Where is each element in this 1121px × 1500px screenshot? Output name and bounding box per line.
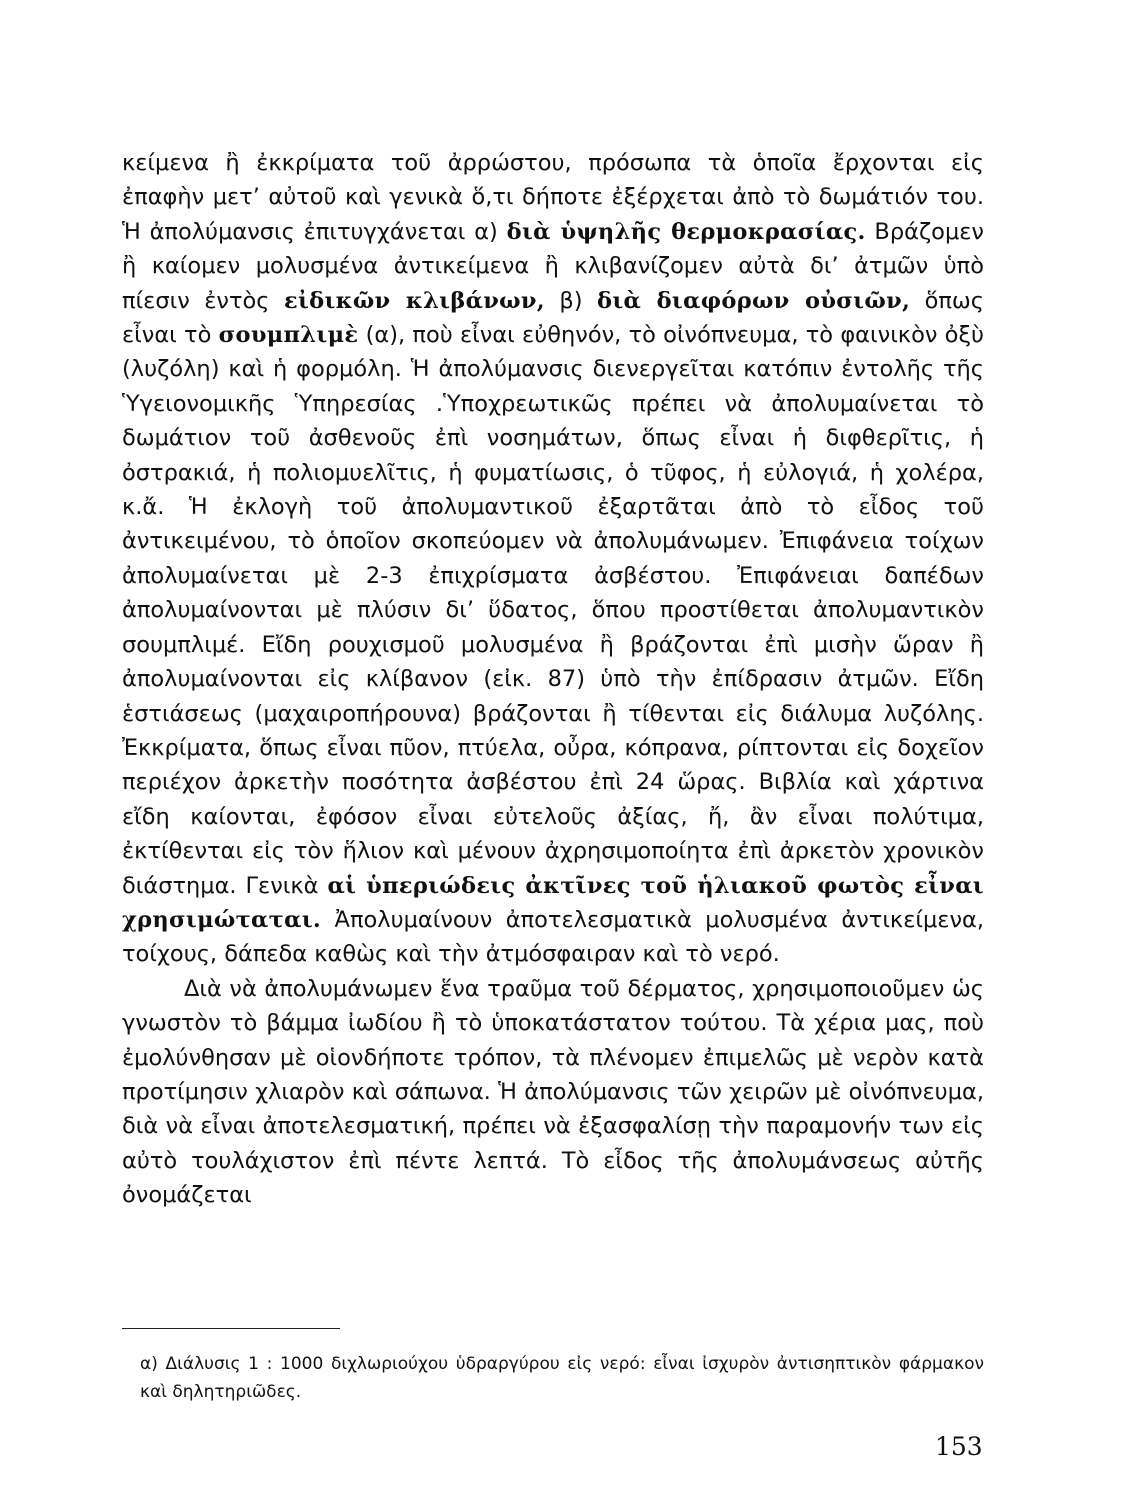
- bold-phrase-ultraviolet-rays: αἱ ὑπεριώδεις ἀκτῖνες τοῦ ἡλιακοῦ φωτὸς εἶναι χρησιμώταται.: [122, 872, 984, 933]
- text-segment: Διὰ νὰ ἀπολυμάνωμεν ἕνα τραῦμα τοῦ δέρματος, χρησιμοποιοῦμεν ὡς γνωστὸν τὸ βάμμα ἰωδίου ἢ τὸ ὑποκατάστατον τούτου. Τὰ χέρια μας, ποὺ ἐμολύνθησαν μὲ οἱονδήποτε τρόπον, τὰ πλένομεν ἐπιμελῶς μὲ νερὸν κατὰ προτίμησιν χλιαρὸν καὶ σάπωνα. Ἡ ἀπολύμανσις τῶν χειρῶν μὲ οἰνόπνευμα, διὰ νὰ εἶναι ἀποτελεσματική, πρέπει νὰ ἐξασφαλίσῃ τὴν παραμονήν των εἰς αὐτὸ τουλάχιστον ἐπὶ πέντε λεπτά. Τὸ εἶδος τῆς ἀπολυμάνσεως αὐτῆς ὀνομάζεται: [122, 975, 984, 1209]
- footnote: α) Διάλυσις 1 : 1000 διχλωριούχου ὑδραργύρου εἰς νερό: εἶναι ἰσχυρὸν ἀντισηπτικὸν φάρμακον καὶ δηλητηριῶδες.: [140, 1354, 984, 1402]
- text-segment: β): [544, 287, 598, 314]
- bold-phrase-various-substances: διὰ διαφόρων οὐσιῶν,: [597, 287, 911, 314]
- text-segment: ὅπως εἶναι τὸ: [122, 287, 984, 349]
- text-segment: Βράζομεν ἢ καίομεν μολυσμένα ἀντικείμενα ἢ κλιβανίζομεν αὐτὰ δι’ ἀτμῶν ὑπὸ πίεσιν ἐντὸς: [122, 218, 984, 314]
- page-number: 153: [935, 1432, 983, 1461]
- text-segment: (α), ποὺ εἶναι εὐθηνόν, τὸ οἰνόπνευμα, τὸ φαινικὸν ὀξὺ (λυζόλη) καὶ ἡ φορμόλη. Ἡ ἀπολύμανσις διενεργεῖται κατόπιν ἐντολῆς τῆς Ὑγειονομικῆς Ὑπηρεσίας .Ὑποχρεωτικῶς πρέπει νὰ ἀπολυμαίνεται τὸ δωμάτιον τοῦ ἀσθενοῦς ἐπὶ νοσημάτων, ὅπως εἶναι ἡ διφθερῖτις, ἡ ὀστρακιά, ἡ πολιομυελῖτις, ἡ φυματίωσις, ὁ τῦφος, ἡ εὐλογιά, ἡ χολέρα, κ.ἄ. Ἡ ἐκλογὴ τοῦ ἀπολυμαντικοῦ ἐξαρτᾶται ἀπὸ τὸ εἶδος τοῦ ἀντικειμένου, τὸ ὁποῖον σκοπεύομεν νὰ ἀπολυμάνωμεν. Ἐπιφάνεια τοίχων ἀπολυμαίνεται μὲ 2-3 ἐπιχρίσματα ἀσβέστου. Ἐπιφάνειαι δαπέδων ἀπολυμαίνονται μὲ πλύσιν δι’ ὕδατος, ὅπου προστίθεται ἀπολυμαντικὸν σουμπλιμέ. Εἴδη ρουχισμοῦ μολυσμένα ἢ βράζονται ἐπὶ μισὴν ὥραν ἢ ἀπολυμαίνονται εἰς κλίβανον (εἰκ. 87) ὑπὸ τὴν ἐπίδρασιν ἀτμῶν. Εἴδη ἑστιάσεως (μαχαιροπήρουνα) βράζονται ἢ τίθενται εἰς διάλυμα λυζόλης. Ἐκκρίματα, ὅπως εἶναι πῦον, πτύελα, οὖρα, κόπρανα, ρίπτονται εἰς δοχεῖον περιέχον ἀρκετὴν ποσότητα ἀσβέστου ἐπὶ 24 ὥρας. Βιβλία καὶ χάρτινα εἴδη καίονται, ἐφόσον εἶναι εὐτελοῦς ἀξίας, ἤ, ἂν εἶναι πολύτιμα, ἐκτίθενται εἰς τὸν ἥλιον καὶ μένουν ἀχρησιμοποίητα ἐπὶ ἀρκετὸν χρονικὸν διάστημα. Γενικὰ: [122, 322, 985, 899]
- paragraph-1: [122, 146, 984, 972]
- bold-phrase-high-temperature: διὰ ὑψηλῆς θερμοκρασίας.: [506, 218, 866, 245]
- body-text: [122, 146, 984, 1213]
- text-segment: Ἀπολυμαίνουν ἀποτελεσματικὰ μολυσμένα ἀντικείμενα, τοίχους, δάπεδα καθὼς καὶ τὴν ἀτμόσφαιραν καὶ τὸ νερό.: [122, 906, 984, 968]
- text-segment: κείμενα ἢ ἐκκρίματα τοῦ ἀρρώστου, πρόσωπα τὰ ὁποῖα ἔρχονται εἰς ἐπαφὴν μετ’ αὐτοῦ καὶ γενικὰ ὅ,τι δήποτε ἐξέρχεται ἀπὸ τὸ δωμάτιόν του. Ἡ ἀπολύμανσις ἐπιτυγχάνεται α): [122, 150, 984, 245]
- paragraph-2: [122, 972, 984, 1213]
- bold-phrase-sublimate: σουμπλιμὲ: [218, 322, 359, 349]
- footnote-divider: [122, 1328, 340, 1329]
- bold-phrase-special-autoclaves: εἰδικῶν κλιβάνων,: [284, 287, 545, 314]
